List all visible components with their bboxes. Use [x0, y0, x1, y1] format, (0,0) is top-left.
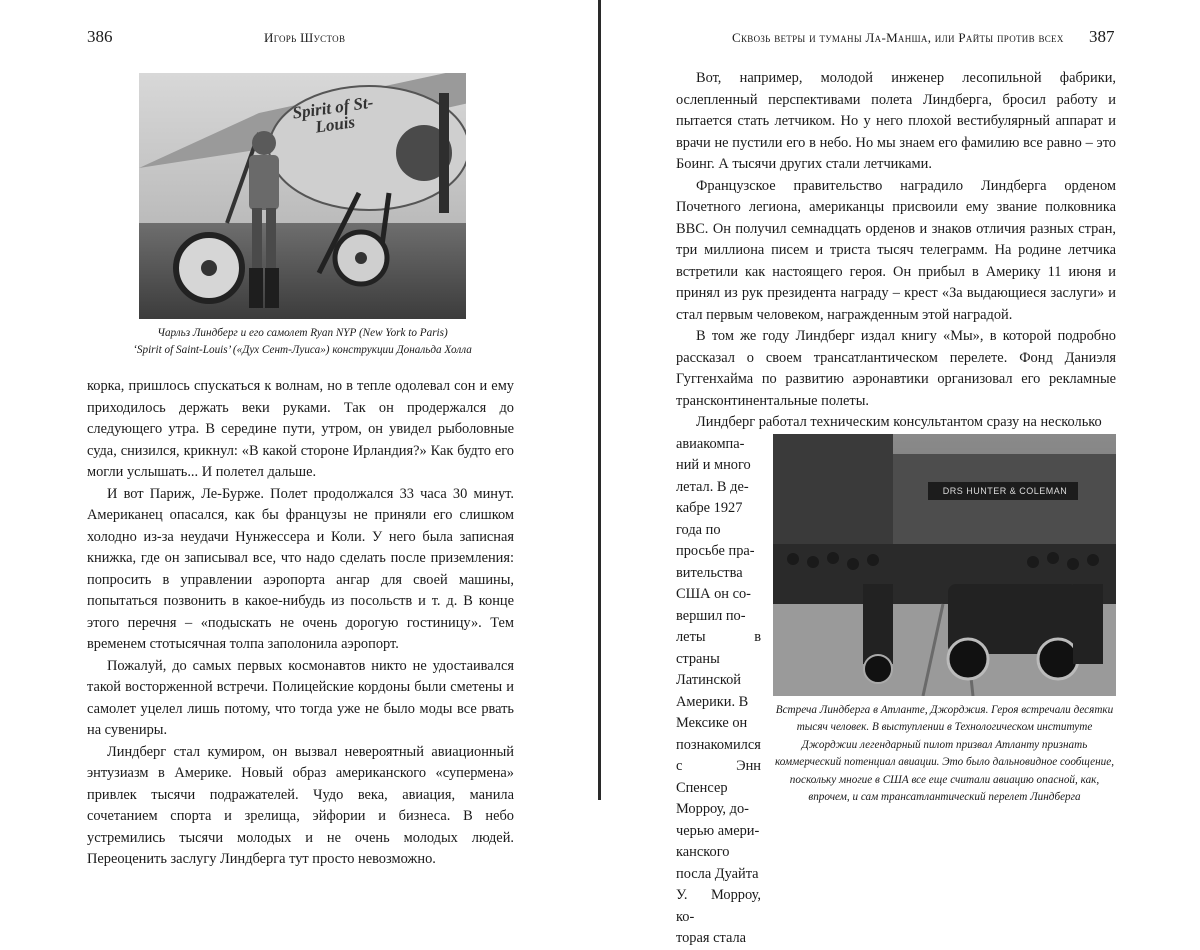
atlanta-parade-photo [773, 434, 1116, 696]
atlanta-photo-figure [773, 434, 1116, 807]
column-line: летал. В де- [676, 478, 749, 495]
caption-line: Встреча Линдберга в Атланте, Джорджия. Героя встречали десятки [775, 703, 1114, 716]
column-line: кабре 1927 [676, 500, 743, 516]
caption-line: ‘Spirit of Saint-Louis’ («Дух Сент-Луиса») конструкции Дональда Холла [133, 344, 472, 356]
page-number: 387 [1089, 27, 1115, 46]
column-line: Морроу, до- [676, 801, 749, 817]
paragraph-lead: Линдберг работал техническим консультантом сразу на несколько [696, 414, 1102, 430]
column-line: просьбе пра- [676, 543, 755, 559]
running-head: Игорь Шустов [264, 30, 346, 45]
column-line: познакомился [676, 736, 761, 753]
column-line: черью амери- [676, 822, 760, 839]
narrow-column [676, 434, 761, 950]
column-line: У. Морроу, ко- [676, 887, 761, 925]
column-line: посла Дуайта [676, 865, 759, 882]
column-line: канского [676, 844, 730, 860]
caption-line: впрочем, и сам трансатлантический перелет Линдберга [808, 791, 1081, 803]
column-line: Америки. В [676, 693, 749, 710]
lindbergh-plane-photo [139, 73, 466, 319]
plane-logo-text: Spirit of St-Louis [291, 92, 375, 137]
paragraph: Вот, например, молодой инженер лесопильной фабрики, ослепленный перспективами полета Линдберга, бросил работу и пытается стать летчиком. Но у него плохой вестибулярный аппарат и врачи не пустили его в небо. Но мы знаем его фамилию все равно – это Боинг. А тысячи других стали летчиками. [676, 70, 1116, 172]
storefront-sign: DRS HUNTER & COLEMAN [942, 485, 1068, 496]
caption-line: Джорджии легендарный пилот призвал Атланту признать [801, 738, 1088, 751]
caption-line: Чарльз Линдберг и его самолет Ryan NYP (New York to Paris) [157, 327, 448, 339]
column-line: ний и много [676, 457, 751, 473]
running-head: Сквозь ветры и туманы Ла-Манша, или Райты против всех [732, 30, 1064, 45]
caption-line: тысяч человек. В выступлении в Технологическом институте [796, 721, 1093, 733]
paragraph: В том же году Линдберг издал книгу «Мы», в которой подробно рассказал о своем трансатлантическом перелете. Фонд Даниэля Гуггенхайма по развитию аэронавтики организовал его рекламные трансконтинентальные полеты. [676, 328, 1116, 409]
caption-line: коммерческий потенциал авиации. Это было дальновидное сообщение, [775, 756, 1114, 768]
column-line: США он со- [676, 586, 751, 602]
paragraph: И вот Париж, Ле-Бурже. Полет продолжался 33 часа 30 минут. Американец опасался, как бы французы не приняли его слишком холодно из-за неудачи Нунжессера и Коли. У него была записная книжка, где он записывал все, что надо сделать после приземления: попросить в управлении аэропорта ангар для своей машины, попытаться позвонить в какое-нибудь из посольств и т. д. В конце этого перечня – «подыскать не очень дорогую гостиницу». Тем временем стотысячная толпа заполонила аэропорт. [87, 485, 514, 652]
left-photo-caption [100, 325, 505, 359]
column-line: Мексике он [676, 715, 748, 731]
paragraph: Пожалуй, до самых первых космонавтов никто не удостаивался такой восторженной встречи. Полицейские кордоны были сметены и самолет уцелел лишь потому, что тогда уже не было моды все рвать на сувениры. [87, 657, 514, 738]
column-line: леты в страны [676, 629, 761, 667]
left-body-text [87, 376, 514, 871]
photo-illustration [773, 434, 1116, 696]
left-page [0, 0, 600, 867]
column-line: года по [676, 521, 721, 538]
column-line: вершил по- [676, 607, 746, 624]
paragraph: Линдберг стал кумиром, он вызвал невероятный авиационный энтузиазм в Америке. Новый образ американского «супермена» привлек тысячи подражателей. Чудо века, авиация, манила сочетанием спорта и зрелища, эйфории и бизнеса. В небо устремились тысячи молодых и не очень молодых людей. Переоценить заслугу Линдберга тут просто невозможно. [87, 743, 514, 867]
paragraph: Французское правительство наградило Линдберга орденом Почетного легиона, американцы присвоили ему звание полковника ВВС. Он получил семнадцать орденов и знаков отличия разных стран, три миллиона писем и триста тысяч телеграмм. На родине летчика встретили как настоящего героя. Он прибыл в Америку 11 июня и принял из рук президента награду – крест «За выдающиеся заслуги» и стал первым человеком, награжденным этой наградой. [676, 177, 1116, 323]
column-line: Латинской [676, 672, 742, 688]
column-line: авиакомпа- [676, 435, 745, 452]
right-body-text [676, 68, 1116, 950]
right-page [600, 0, 1200, 946]
page-number: 386 [87, 27, 113, 46]
paragraph: корка, пришлось спускаться к волнам, но в тепле одолевал сон и ему приходилось держать веки руками. Так он продержался до следующего утра. В середине пути, утром, он увидел рыболовные суда, снизился, крикнул: «В какой стороне Ирландия?» Как будто его могли услышать... И полетел дальше. [87, 378, 514, 480]
right-photo-caption [773, 702, 1116, 807]
column-line: торая стала [676, 930, 747, 946]
column-line: с Энн Спенсер [676, 758, 761, 796]
column-line: вительства [676, 564, 743, 581]
caption-line: поскольку многие в США все еще считали авиацию опасной, как, [789, 773, 1100, 786]
